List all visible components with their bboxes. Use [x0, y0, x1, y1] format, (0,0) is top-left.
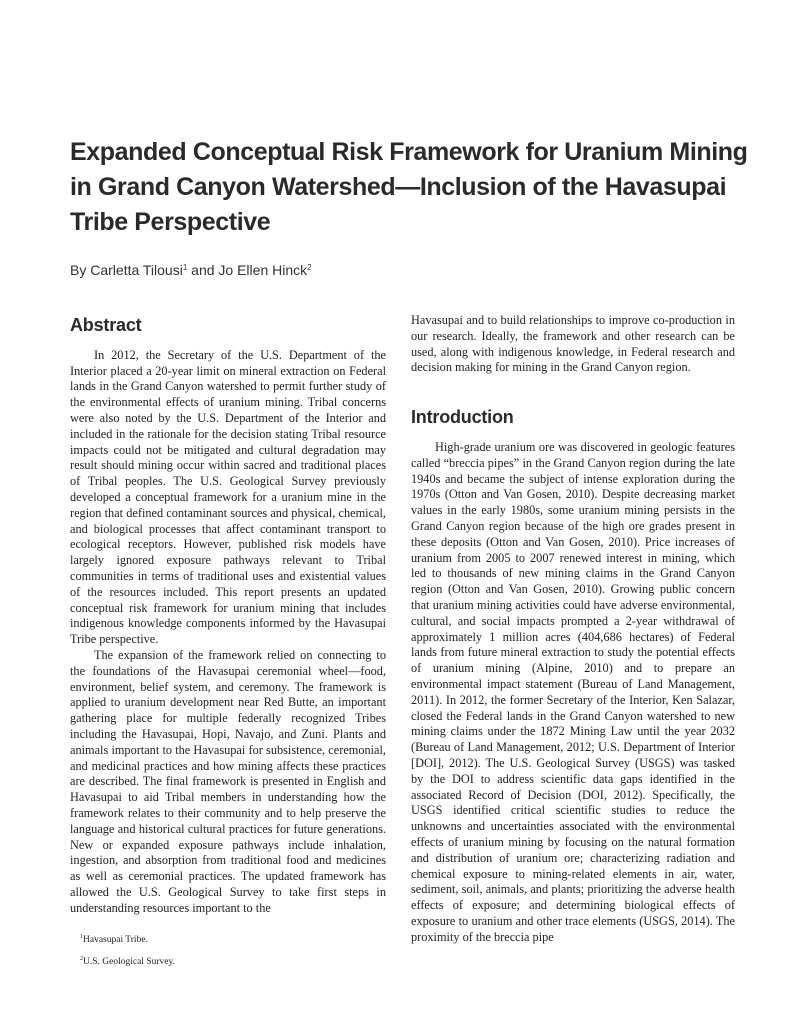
footnote — [80, 928, 175, 950]
footnote-mark: 1 — [182, 263, 188, 272]
author-name: Jo Ellen Hinck — [218, 262, 308, 278]
abstract-paragraph: In 2012, the Secretary of the U.S. Department of the Interior placed a 20-year limit on mineral extraction on Federal lands in the Grand Canyon watershed to permit further study of the environmental effects of uranium mining. Tribal concerns were also noted by the U.S. Department of the Interior and included in the rationale for the decision stating Tribal resource impacts could not be mitigated and cultural degradation may result should mining occur within sacred and traditional places of Tribal peoples. The U.S. Geological Survey previously developed a conceptual framework for a uranium mine in the region that defined contaminant sources and physical, chemical, and biological processes that affect contaminant transport to ecological receptors. However, published risk models have largely ignored exposure pathways relevant to Tribal communities in terms of traditional uses and existential values of the resources included. This report presents an updated conceptual risk framework for uranium mining that includes indigenous knowledge components informed by the Havasupai Tribe perspective. — [70, 347, 386, 647]
author-connector: and — [187, 262, 219, 278]
right-column — [411, 313, 735, 945]
author-prefix: By — [70, 262, 91, 278]
abstract-heading: Abstract — [70, 315, 142, 335]
left-column — [70, 313, 386, 916]
footnote-text: U.S. Geological Survey. — [83, 957, 175, 967]
introduction-heading: Introduction — [411, 407, 514, 428]
abstract-paragraph: The expansion of the framework relied on connecting to the foundations of the Havasupai ceremonial wheel—food, environment, belief system, and ceremony. The framework is applied to uranium development near Red Butte, an important gathering place for multiple federally recognized Tribes including the Havasupai, Hopi, Navajo, and Zuni. Plants and animals important to the Havasupai for subsistence, ceremonial, and medicinal practices and how mining affects these practices are described. The final framework is presented in English and Havasupai to aid Tribal members in understanding how the framework relates to their community and to help preserve the language and historical cultural practices for future generations. New or expanded exposure pathways include inhalation, ingestion, and absorption from traditional food and medicines as well as ceremonial practices. The updated framework has allowed the U.S. Geological Survey to take first steps in understanding resources important to the — [70, 647, 386, 915]
footnote-text: Havasupai Tribe. — [83, 935, 148, 945]
page-title: Expanded Conceptual Risk Framework for Uranium Mining in Grand Canyon Watershed—Inclusion of the Havasupai Tribe Perspective — [70, 138, 748, 236]
abstract-continuation: Havasupai and to build relationships to improve co-production in our research. Ideally, the framework and other research can be used, along with indigenous knowledge, in Federal research and decision making for mining in the Grand Canyon region. — [411, 313, 735, 375]
footnotes — [80, 928, 175, 972]
footnote-mark: 2 — [80, 956, 83, 962]
footnote-mark: 1 — [80, 934, 83, 940]
author-name: Carletta Tilousi — [90, 262, 183, 278]
footnote-mark: 2 — [307, 263, 312, 272]
introduction-paragraph: High-grade uranium ore was discovered in geologic features called “breccia pipes” in the Grand Canyon region during the late 1940s and became the subject of intense exploration during the 1970s (Otton and Van Gosen, 2010). Despite decreasing market values in the early 1980s, some uranium mining persists in the Grand Canyon region because of the high ore grades present in these deposits (Otton and Van Gosen, 2010). Price increases of uranium from 2005 to 2007 renewed interest in mining, which led to thousands of new mining claims in the Grand Canyon region (Otton and Van Gosen, 2010). Growing public concern that uranium mining activities could have adverse environmental, cultural, and social impacts prompted a 2-year withdrawal of approximately 1 million acres (404,686 hectares) of Federal lands from future mineral extraction to study the potential effects of uranium mining (Alpine, 2010) and to prepare an environmental impact statement (Bureau of Land Management, 2011). In 2012, the former Secretary of the Interior, Ken Salazar, closed the Federal lands in the Grand Canyon watershed to new mining claims under the 1872 Mining Law until the year 2032 (Bureau of Land Management, 2012; U.S. Department of Interior [DOI], 2012). The U.S. Geological Survey (USGS) was tasked by the DOI to address scientific data gaps identified in the associated Record of Decision (DOI, 2012). Specifically, the USGS identified critical scientific studies to reduce the unknowns and uncertainties associated with the environmental effects of uranium mining by focusing on the natural formation and distribution of uranium ore; characterizing radiation and chemical exposure to mining-related elements in air, water, sediment, soil, animals, and plants; prioritizing the adverse health effects of exposure; and determining biological effects of exposure to uranium and other trace elements (USGS, 2014). The proximity of the breccia pipe — [411, 439, 735, 944]
footnote — [80, 950, 175, 972]
author-line — [70, 262, 312, 278]
